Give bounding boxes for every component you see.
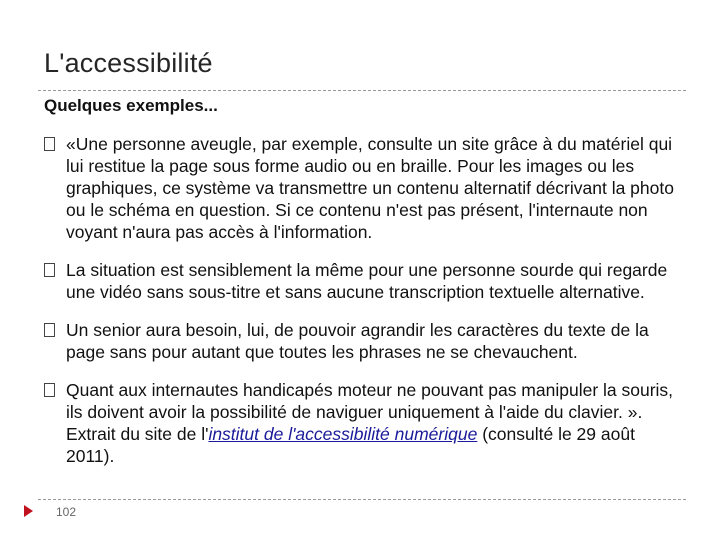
bullet-item — [44, 379, 684, 467]
page-number: 102 — [56, 505, 77, 519]
slide-subtitle: Quelques exemples... — [44, 96, 218, 115]
bullet-text-before: Quant aux internautes handicapés moteur ne pouvant pas manipuler la souris, ils doivent avoir la possibilité de naviguer uniquement à l'aide du clavier. ». Extrait du site de l' — [66, 380, 674, 444]
bullet-text: Un senior aura besoin, lui, de pouvoir agrandir les caractères du texte de la page sans pour autant que toutes les phrases ne se chevauchent. — [66, 320, 649, 362]
bullet-box-icon — [44, 137, 55, 151]
footer-divider — [38, 499, 686, 500]
title-divider — [38, 90, 686, 91]
bullet-text: La situation est sensiblement la même pour une personne sourde qui regarde une vidéo sans sous-titre et sans aucune transcription textuelle alternative. — [66, 260, 668, 302]
bullet-list — [44, 133, 684, 483]
bullet-box-icon — [44, 383, 55, 397]
bullet-item — [44, 259, 684, 303]
slide-title: L'accessibilité — [44, 48, 213, 78]
bullet-box-icon — [44, 263, 55, 277]
bullet-item — [44, 133, 684, 243]
arrow-right-icon — [24, 505, 33, 517]
bullet-box-icon — [44, 323, 55, 337]
institute-link[interactable]: institut de l'accessibilité numérique — [208, 424, 478, 444]
bullet-text: «Une personne aveugle, par exemple, consulte un site grâce à du matériel qui lui restitue la page sous forme audio ou en braille. Pour les images ou les graphiques, ce système va transmettre un contenu alternatif décrivant la photo ou le schéma en question. Si ce contenu n'est pas présent, l'internaute non voyant n'aura pas accès à l'information. — [66, 134, 674, 242]
bullet-text-after: (consulté le 29 août 2011). — [66, 424, 635, 466]
bullet-text — [66, 379, 684, 467]
bullet-item — [44, 319, 684, 363]
